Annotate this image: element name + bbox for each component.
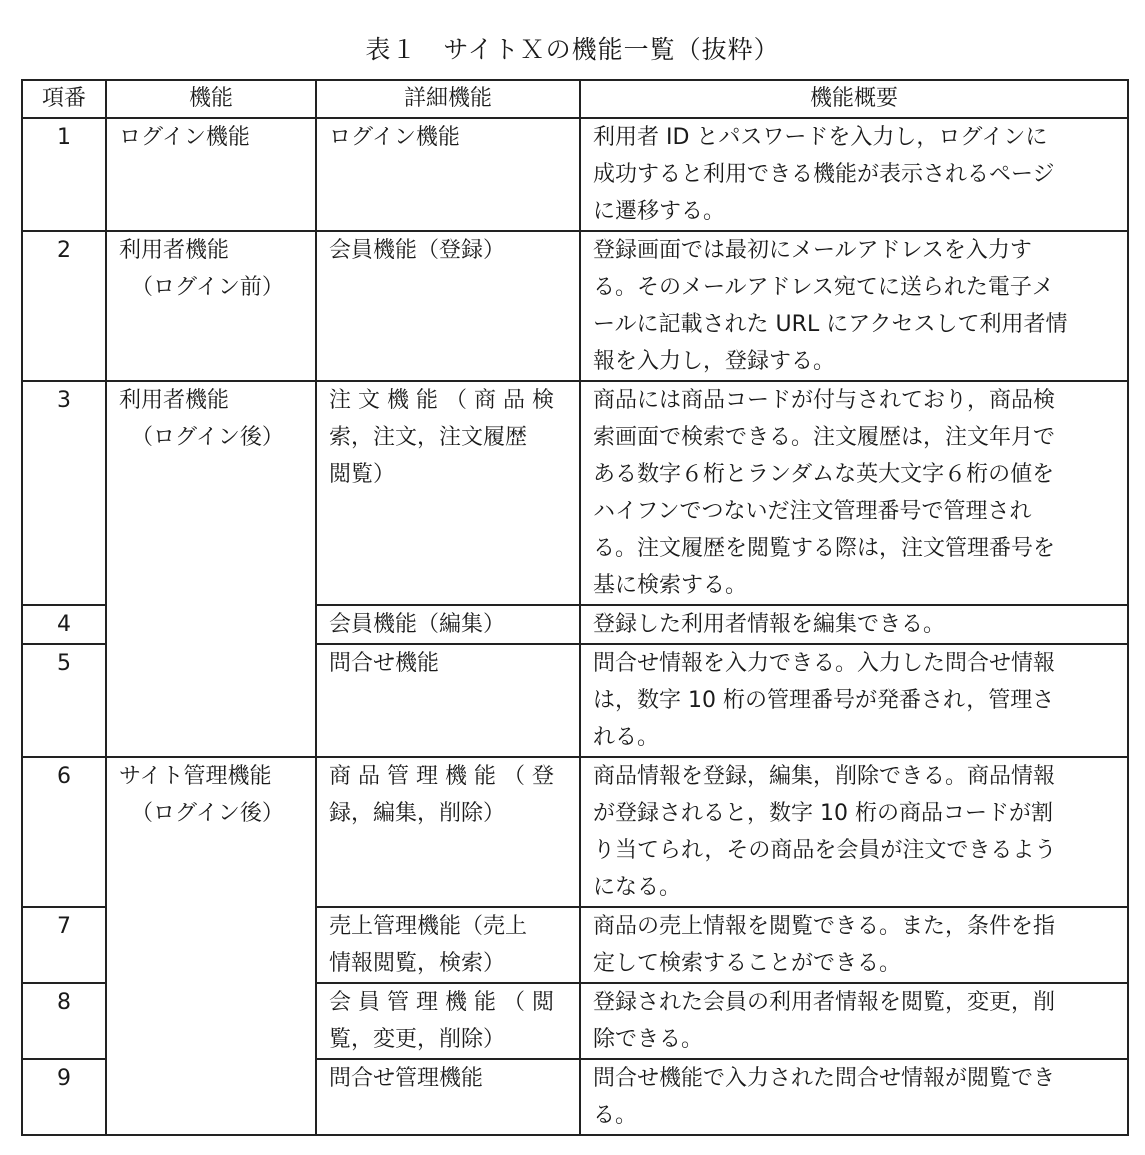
header-function: 機能 <box>106 80 316 118</box>
summary-line: 問合せ機能で入力された問合せ情報が閲覧でき <box>593 1066 1056 1091</box>
detail-cell <box>316 1059 580 1135</box>
summary-cell <box>580 1059 1128 1135</box>
summary-line: ールに記載された URL にアクセスして利用者情 <box>593 312 1068 337</box>
function-cell <box>106 381 316 757</box>
function-table <box>21 79 1129 1136</box>
function-text: （ログイン前） <box>131 275 284 300</box>
table-row <box>22 231 1128 381</box>
detail-cell <box>316 644 580 757</box>
detail-cell <box>316 907 580 983</box>
detail-cell <box>316 118 580 231</box>
summary-line: 索画面で検索できる。注文履歴は，注文年月で <box>593 425 1056 450</box>
summary-line: り当てられ，その商品を会員が注文できるよう <box>593 838 1057 863</box>
detail-cell <box>316 605 580 644</box>
summary-cell <box>580 381 1128 605</box>
detail-text: 会員機能（編集） <box>329 612 506 637</box>
function-text: （ログイン後） <box>131 425 284 450</box>
summary-line: に遷移する。 <box>593 199 726 224</box>
function-cell <box>106 757 316 1135</box>
summary-line: 商品の売上情報を閲覧できる。また，条件を指 <box>593 914 1056 939</box>
summary-line: 登録した利用者情報を編集できる。 <box>593 612 946 637</box>
summary-line: 商品には商品コードが付与されており，商品検 <box>593 388 1056 413</box>
summary-line: 成功すると利用できる機能が表示されるページ <box>593 162 1055 187</box>
row-number: 4 <box>22 605 106 644</box>
header-row <box>22 80 1128 118</box>
summary-line: 問合せ情報を入力できる。入力した問合せ情報 <box>593 651 1056 676</box>
detail-text: 注 文 機 能 （ 商 品 検 <box>329 388 554 413</box>
row-number: 8 <box>22 983 106 1059</box>
detail-text: 問合せ機能 <box>329 651 440 676</box>
table-row <box>22 757 1128 907</box>
detail-text: 商 品 管 理 機 能 （ 登 <box>329 764 554 789</box>
summary-cell <box>580 118 1128 231</box>
row-number: 9 <box>22 1059 106 1135</box>
summary-line: 除できる。 <box>593 1027 704 1052</box>
header-detail: 詳細機能 <box>316 80 580 118</box>
summary-line: ハイフンでつないだ注文管理番号で管理され <box>593 499 1032 524</box>
summary-line: る。そのメールアドレス宛てに送られた電子メ <box>593 275 1054 300</box>
header-number: 項番 <box>22 80 106 118</box>
row-number: 5 <box>22 644 106 757</box>
detail-text: 会 員 管 理 機 能 （ 閲 <box>329 990 554 1015</box>
row-number: 1 <box>22 118 106 231</box>
table-row <box>22 118 1128 231</box>
function-text: 利用者機能 <box>119 238 230 263</box>
summary-line: ある数字６桁とランダムな英大文字６桁の値を <box>593 462 1055 487</box>
summary-cell <box>580 757 1128 907</box>
summary-line: が登録されると，数字 10 桁の商品コードが割 <box>593 801 1053 826</box>
summary-line: 利用者 ID とパスワードを入力し，ログインに <box>593 125 1048 150</box>
function-text: 利用者機能 <box>119 388 230 413</box>
summary-line: になる。 <box>593 875 682 900</box>
detail-cell <box>316 231 580 381</box>
summary-line: 定して検索することができる。 <box>593 951 902 976</box>
summary-line: 基に検索する。 <box>593 573 748 598</box>
summary-cell <box>580 907 1128 983</box>
summary-line: は，数字 10 桁の管理番号が発番され，管理さ <box>593 688 1055 713</box>
detail-cell <box>316 381 580 605</box>
table-row <box>22 381 1128 605</box>
detail-text: 閲覧） <box>329 462 396 487</box>
summary-cell <box>580 231 1128 381</box>
detail-text: 会員機能（登録） <box>329 238 506 263</box>
detail-text: 覧，変更，削除） <box>329 1027 506 1052</box>
summary-line: る。注文履歴を閲覧する際は，注文管理番号を <box>593 536 1056 561</box>
summary-cell <box>580 644 1128 757</box>
summary-cell <box>580 605 1128 644</box>
row-number: 7 <box>22 907 106 983</box>
summary-line: る。 <box>593 1103 638 1128</box>
summary-line: れる。 <box>593 725 660 750</box>
detail-text: 索，注文，注文履歴 <box>329 425 528 450</box>
detail-text: 情報閲覧，検索） <box>329 951 506 976</box>
summary-line: 登録画面では最初にメールアドレスを入力す <box>593 238 1032 263</box>
detail-cell <box>316 757 580 907</box>
detail-text: 問合せ管理機能 <box>329 1066 484 1091</box>
summary-cell <box>580 983 1128 1059</box>
row-number: 6 <box>22 757 106 907</box>
detail-text: ログイン機能 <box>329 125 460 150</box>
detail-text: 売上管理機能（売上 <box>329 914 528 939</box>
function-text: サイト管理機能 <box>119 764 272 789</box>
function-text: （ログイン後） <box>131 801 284 826</box>
table-title: 表１ サイトＸの機能一覧（抜粋） <box>365 35 780 64</box>
summary-line: 報を入力し，登録する。 <box>593 349 836 374</box>
row-number: 2 <box>22 231 106 381</box>
detail-cell <box>316 983 580 1059</box>
function-cell <box>106 118 316 231</box>
header-summary: 機能概要 <box>580 80 1128 118</box>
detail-text: 録，編集，削除） <box>329 801 506 826</box>
summary-line: 登録された会員の利用者情報を閲覧，変更，削 <box>593 990 1056 1015</box>
function-text: ログイン機能 <box>119 125 250 150</box>
row-number: 3 <box>22 381 106 605</box>
function-cell <box>106 231 316 381</box>
summary-line: 商品情報を登録，編集，削除できる。商品情報 <box>593 764 1056 789</box>
